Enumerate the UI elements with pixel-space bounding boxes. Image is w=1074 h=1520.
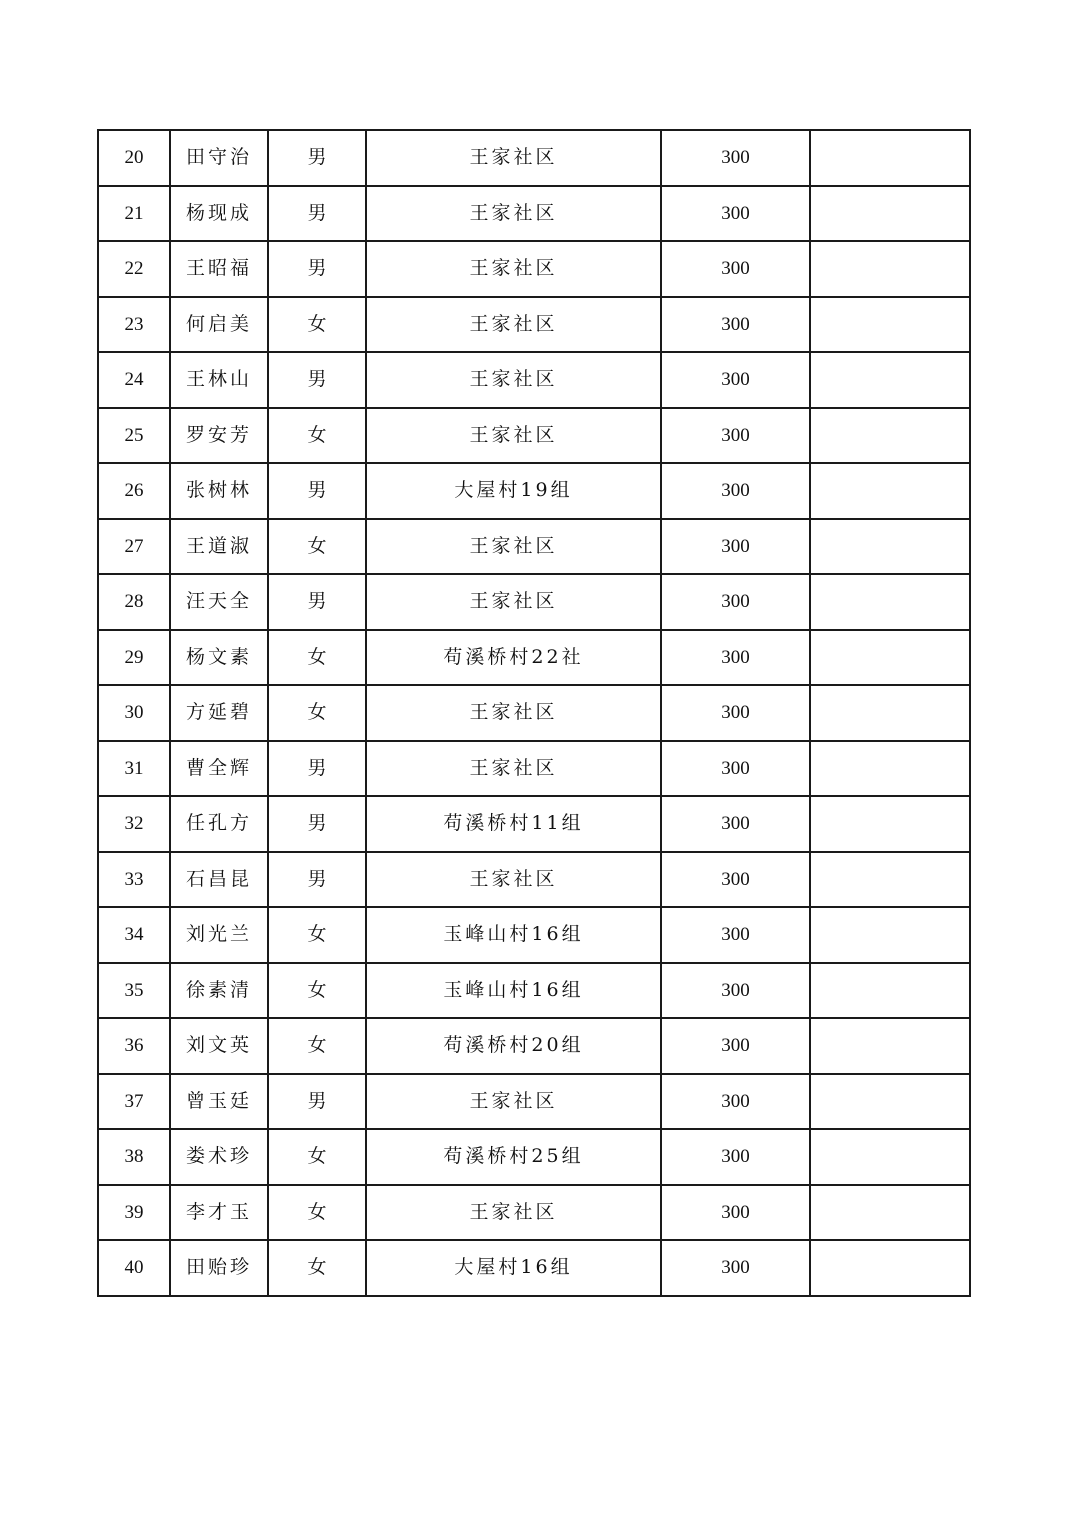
amount-cell: 300 bbox=[661, 1074, 810, 1130]
table-row bbox=[98, 297, 970, 353]
note-cell bbox=[810, 574, 970, 630]
note-cell bbox=[810, 685, 970, 741]
amount-cell: 300 bbox=[661, 130, 810, 186]
note-cell bbox=[810, 907, 970, 963]
row-number-cell: 26 bbox=[98, 463, 170, 519]
amount-cell: 300 bbox=[661, 574, 810, 630]
sex-cell: 男 bbox=[268, 463, 366, 519]
sex-cell: 女 bbox=[268, 519, 366, 575]
note-cell bbox=[810, 963, 970, 1019]
table-row bbox=[98, 741, 970, 797]
table-row bbox=[98, 907, 970, 963]
row-number-cell: 36 bbox=[98, 1018, 170, 1074]
name-cell: 任孔方 bbox=[170, 796, 268, 852]
table-row bbox=[98, 630, 970, 686]
amount-cell: 300 bbox=[661, 852, 810, 908]
row-number-cell: 29 bbox=[98, 630, 170, 686]
address-cell: 王家社区 bbox=[366, 685, 661, 741]
row-number-cell: 25 bbox=[98, 408, 170, 464]
note-cell bbox=[810, 130, 970, 186]
note-cell bbox=[810, 1240, 970, 1296]
row-number-cell: 38 bbox=[98, 1129, 170, 1185]
sex-cell: 女 bbox=[268, 1129, 366, 1185]
address-cell: 王家社区 bbox=[366, 241, 661, 297]
amount-cell: 300 bbox=[661, 352, 810, 408]
sex-cell: 女 bbox=[268, 1240, 366, 1296]
address-cell: 苟溪桥村22社 bbox=[366, 630, 661, 686]
address-cell: 王家社区 bbox=[366, 408, 661, 464]
name-cell: 张树林 bbox=[170, 463, 268, 519]
table-row bbox=[98, 1129, 970, 1185]
sex-cell: 男 bbox=[268, 852, 366, 908]
row-number-cell: 22 bbox=[98, 241, 170, 297]
name-cell: 何启美 bbox=[170, 297, 268, 353]
sex-cell: 男 bbox=[268, 186, 366, 242]
table-row bbox=[98, 186, 970, 242]
sex-cell: 男 bbox=[268, 1074, 366, 1130]
note-cell bbox=[810, 741, 970, 797]
address-cell: 苟溪桥村20组 bbox=[366, 1018, 661, 1074]
row-number-cell: 24 bbox=[98, 352, 170, 408]
table-row bbox=[98, 130, 970, 186]
name-cell: 杨文素 bbox=[170, 630, 268, 686]
name-cell: 刘文英 bbox=[170, 1018, 268, 1074]
sex-cell: 女 bbox=[268, 297, 366, 353]
sex-cell: 男 bbox=[268, 352, 366, 408]
table-row bbox=[98, 463, 970, 519]
roster-table bbox=[97, 129, 971, 1297]
sex-cell: 女 bbox=[268, 963, 366, 1019]
table-row bbox=[98, 963, 970, 1019]
sex-cell: 女 bbox=[268, 1018, 366, 1074]
sex-cell: 男 bbox=[268, 130, 366, 186]
note-cell bbox=[810, 1185, 970, 1241]
address-cell: 王家社区 bbox=[366, 186, 661, 242]
row-number-cell: 31 bbox=[98, 741, 170, 797]
sex-cell: 女 bbox=[268, 1185, 366, 1241]
roster-table-body bbox=[98, 130, 970, 1296]
row-number-cell: 30 bbox=[98, 685, 170, 741]
sex-cell: 女 bbox=[268, 630, 366, 686]
address-cell: 王家社区 bbox=[366, 1074, 661, 1130]
name-cell: 田守治 bbox=[170, 130, 268, 186]
amount-cell: 300 bbox=[661, 907, 810, 963]
table-row bbox=[98, 796, 970, 852]
table-row bbox=[98, 1185, 970, 1241]
amount-cell: 300 bbox=[661, 463, 810, 519]
row-number-cell: 27 bbox=[98, 519, 170, 575]
sex-cell: 女 bbox=[268, 685, 366, 741]
table-row bbox=[98, 352, 970, 408]
table-row bbox=[98, 1240, 970, 1296]
name-cell: 李才玉 bbox=[170, 1185, 268, 1241]
note-cell bbox=[810, 1129, 970, 1185]
sex-cell: 男 bbox=[268, 796, 366, 852]
roster-sheet bbox=[97, 129, 969, 1297]
address-cell: 王家社区 bbox=[366, 852, 661, 908]
sex-cell: 女 bbox=[268, 408, 366, 464]
note-cell bbox=[810, 186, 970, 242]
table-row bbox=[98, 408, 970, 464]
address-cell: 王家社区 bbox=[366, 574, 661, 630]
sex-cell: 男 bbox=[268, 574, 366, 630]
amount-cell: 300 bbox=[661, 241, 810, 297]
row-number-cell: 39 bbox=[98, 1185, 170, 1241]
address-cell: 玉峰山村16组 bbox=[366, 907, 661, 963]
amount-cell: 300 bbox=[661, 963, 810, 1019]
note-cell bbox=[810, 408, 970, 464]
address-cell: 王家社区 bbox=[366, 130, 661, 186]
note-cell bbox=[810, 297, 970, 353]
sex-cell: 男 bbox=[268, 741, 366, 797]
row-number-cell: 37 bbox=[98, 1074, 170, 1130]
address-cell: 苟溪桥村11组 bbox=[366, 796, 661, 852]
name-cell: 王道淑 bbox=[170, 519, 268, 575]
amount-cell: 300 bbox=[661, 519, 810, 575]
amount-cell: 300 bbox=[661, 1129, 810, 1185]
name-cell: 娄术珍 bbox=[170, 1129, 268, 1185]
name-cell: 曾玉廷 bbox=[170, 1074, 268, 1130]
note-cell bbox=[810, 852, 970, 908]
amount-cell: 300 bbox=[661, 1240, 810, 1296]
name-cell: 王林山 bbox=[170, 352, 268, 408]
row-number-cell: 35 bbox=[98, 963, 170, 1019]
name-cell: 杨现成 bbox=[170, 186, 268, 242]
sex-cell: 女 bbox=[268, 907, 366, 963]
note-cell bbox=[810, 796, 970, 852]
amount-cell: 300 bbox=[661, 297, 810, 353]
amount-cell: 300 bbox=[661, 796, 810, 852]
note-cell bbox=[810, 241, 970, 297]
row-number-cell: 33 bbox=[98, 852, 170, 908]
amount-cell: 300 bbox=[661, 741, 810, 797]
address-cell: 玉峰山村16组 bbox=[366, 963, 661, 1019]
address-cell: 大屋村16组 bbox=[366, 1240, 661, 1296]
table-row bbox=[98, 1074, 970, 1130]
name-cell: 徐素清 bbox=[170, 963, 268, 1019]
note-cell bbox=[810, 352, 970, 408]
name-cell: 方延碧 bbox=[170, 685, 268, 741]
table-row bbox=[98, 685, 970, 741]
amount-cell: 300 bbox=[661, 408, 810, 464]
name-cell: 罗安芳 bbox=[170, 408, 268, 464]
note-cell bbox=[810, 519, 970, 575]
amount-cell: 300 bbox=[661, 1185, 810, 1241]
amount-cell: 300 bbox=[661, 630, 810, 686]
address-cell: 王家社区 bbox=[366, 519, 661, 575]
table-row bbox=[98, 241, 970, 297]
sex-cell: 男 bbox=[268, 241, 366, 297]
row-number-cell: 34 bbox=[98, 907, 170, 963]
row-number-cell: 20 bbox=[98, 130, 170, 186]
address-cell: 大屋村19组 bbox=[366, 463, 661, 519]
name-cell: 田贻珍 bbox=[170, 1240, 268, 1296]
note-cell bbox=[810, 1018, 970, 1074]
address-cell: 王家社区 bbox=[366, 352, 661, 408]
amount-cell: 300 bbox=[661, 1018, 810, 1074]
amount-cell: 300 bbox=[661, 186, 810, 242]
address-cell: 王家社区 bbox=[366, 741, 661, 797]
note-cell bbox=[810, 463, 970, 519]
name-cell: 石昌昆 bbox=[170, 852, 268, 908]
table-row bbox=[98, 574, 970, 630]
table-row bbox=[98, 852, 970, 908]
row-number-cell: 21 bbox=[98, 186, 170, 242]
row-number-cell: 40 bbox=[98, 1240, 170, 1296]
table-row bbox=[98, 519, 970, 575]
name-cell: 曹全辉 bbox=[170, 741, 268, 797]
note-cell bbox=[810, 630, 970, 686]
row-number-cell: 28 bbox=[98, 574, 170, 630]
name-cell: 汪天全 bbox=[170, 574, 268, 630]
address-cell: 王家社区 bbox=[366, 1185, 661, 1241]
amount-cell: 300 bbox=[661, 685, 810, 741]
note-cell bbox=[810, 1074, 970, 1130]
row-number-cell: 32 bbox=[98, 796, 170, 852]
name-cell: 王昭福 bbox=[170, 241, 268, 297]
address-cell: 苟溪桥村25组 bbox=[366, 1129, 661, 1185]
row-number-cell: 23 bbox=[98, 297, 170, 353]
name-cell: 刘光兰 bbox=[170, 907, 268, 963]
table-row bbox=[98, 1018, 970, 1074]
address-cell: 王家社区 bbox=[366, 297, 661, 353]
